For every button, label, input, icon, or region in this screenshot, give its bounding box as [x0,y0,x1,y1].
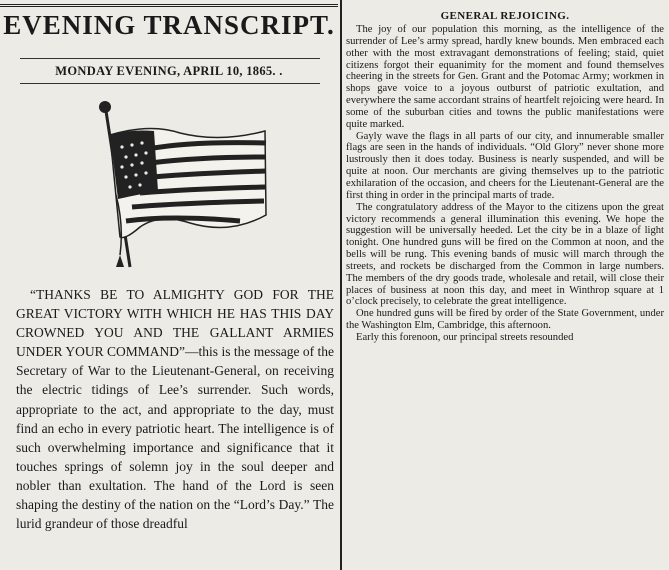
article-headline: GENERAL REJOICING. [440,10,570,22]
lead-article: “THANKS BE TO ALMIGHTY GOD FOR THE GREAT VICTORY WITH WHICH HE HAS THIS DAY CROWNED YOU AND THE GALLANT ARMIES UNDER YOUR COMMAND”—this is the message of the Secretary of War to the Lieutenant-General, on receiving the electric tidings of Lee’s surrender. Such words, appropriate to the act, and appropriate to the day, must find an echo in every patriotic heart. The intelligence is of such overwhelming importance and significance that it touches springs of solemn joy in the soul deeper and nobler than exultation. The hand of the Lord is seen shaping the destiny of the nation on the “Lord’s Day.” The lurid grandeur of those dreadful [16,287,334,532]
article-body [346,24,664,344]
right-column [346,0,664,570]
dateline: MONDAY EVENING, APRIL 10, 1865. . [55,64,283,78]
column-divider [340,0,342,570]
dateline-rule-top [20,58,320,59]
article-paragraph: One hundred guns will be fired by order of the State Government, under the Washington Elm, Cambridge, this afternoon. [346,308,664,332]
article-paragraph: The joy of our population this morning, as the intelligence of the surrender of Lee’s army spread, hardly knew bounds. Men embraced each other with the most extravagant demonstrations of feeling; staid, quiet citizens forgot their equanimity for the moment and found themselves cheering in the streets for Gen. Grant and the Potomac Army; workmen in shops gave voice to a joyous outburst of patriotic exultation, and everywhere the same accordant strains of heartfelt rejoicing were heard. In some of the suburban cities and towns the public manifestations were quite marked. [346,24,664,130]
dateline-rule-bottom [20,83,320,84]
article-paragraph: Gayly wave the flags in all parts of our city, and innumerable smaller flags are seen in the hands of individuals. “Old Glory” never shone more lustrously then it does today. Business is nearly suspended, and will be quite at noon. Our merchants are giving themselves up to the patriotic exhilaration of the occasion, and cheers for the Lieutenant-General are the first thing in order in the principal marts of trade. [346,130,664,201]
article-paragraph: The congratulatory address of the Mayor to the citizens upon the great victory recommends a general illumination this evening. We hope the suggestion will be universally heeded. Let the city be in a blaze of light tonight. One hundred guns will be fired on the Common at noon, and the bells will be rung. This evening bands of music will march through the streets, and rockets be discharged from the Common in large numbers. The members of the dry goods trade, wholesale and retail, will close their places of business at noon this day, and meet in Winthrop square at 1 o’clock precisely, to celebrate the great intelligence. [346,201,664,308]
american-flag-illustration [70,95,270,275]
masthead: EVENING TRANSCRIPT. [3,10,335,40]
article-paragraph: Early this forenoon, our principal streets resounded [356,331,574,343]
